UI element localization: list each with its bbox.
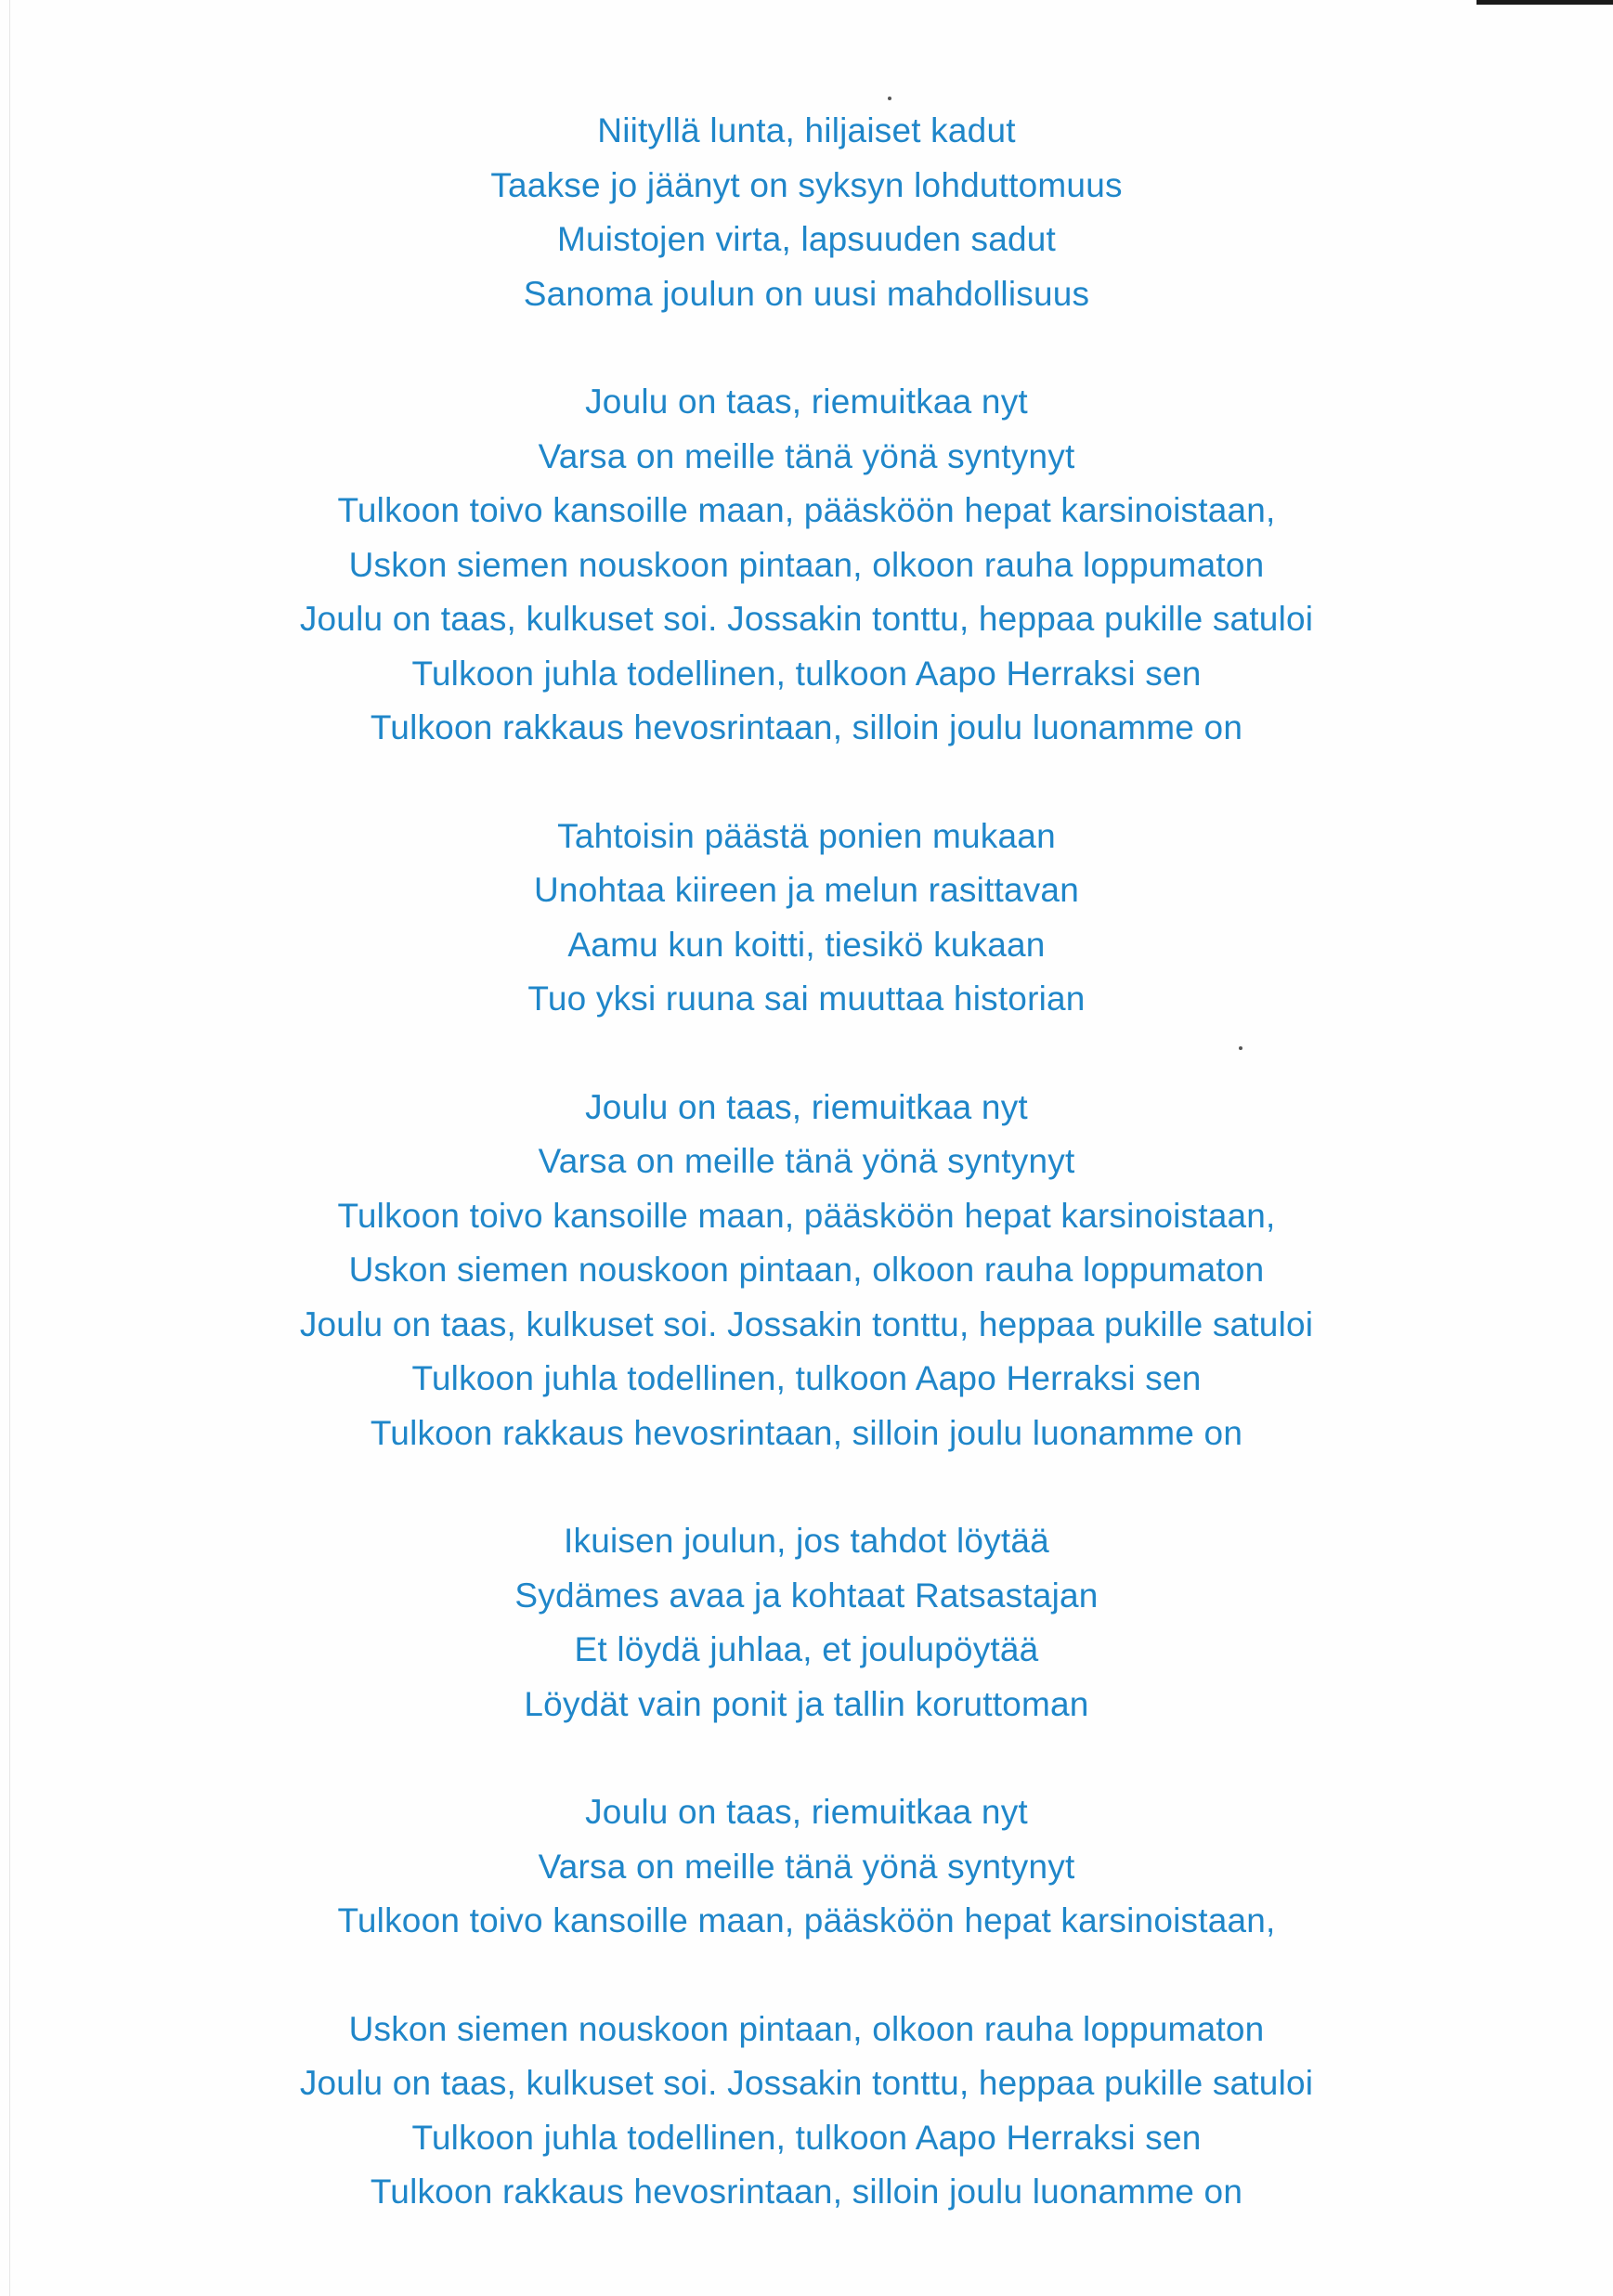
lyric-line: Tulkoon juhla todellinen, tulkoon Aapo Herraksi sen [411,2118,1202,2157]
lyric-line: Tulkoon toivo kansoille maan, pääsköön hepat karsinoistaan, [337,1196,1276,1235]
lyric-line: Joulu on taas, kulkuset soi. Jossakin tonttu, heppaa pukille satuloi [299,600,1314,638]
dust-speck [888,97,891,100]
lyric-line: Tulkoon rakkaus hevosrintaan, silloin joulu luonamme on [370,708,1243,746]
lyric-line: Unohtaa kiireen ja melun rasittavan [534,871,1079,909]
lyric-line: Sydämes avaa ja kohtaat Ratsastajan [514,1576,1099,1615]
stanza-2 [0,375,1613,756]
lyrics-body [0,104,1613,2269]
stanza-3 [0,810,1613,1027]
lyric-line: Taakse jo jäänyt on syksyn lohduttomuus [490,165,1123,204]
lyric-line: Varsa on meille tänä yönä syntynyt [538,1142,1075,1180]
lyric-line: Uskon siemen nouskoon pintaan, olkoon rauha loppumaton [348,1251,1265,1289]
stanza-1 [0,104,1613,321]
lyric-line: Joulu on taas, riemuitkaa nyt [585,383,1028,421]
lyric-line: Tulkoon juhla todellinen, tulkoon Aapo Herraksi sen [411,654,1202,693]
stanza-4 [0,1081,1613,1461]
lyric-line: Sanoma joulun on uusi mahdollisuus [523,274,1090,313]
lyric-line: Niityllä lunta, hiljaiset kadut [597,111,1016,149]
lyric-line: Tulkoon juhla todellinen, tulkoon Aapo Herraksi sen [411,1359,1202,1397]
lyric-line: Varsa on meille tänä yönä syntynyt [538,436,1075,475]
lyric-line: Aamu kun koitti, tiesikö kukaan [567,925,1046,964]
stanza-6 [0,1785,1613,1949]
lyric-line: Varsa on meille tänä yönä syntynyt [538,1847,1075,1886]
lyric-line: Joulu on taas, kulkuset soi. Jossakin tonttu, heppaa pukille satuloi [299,2064,1314,2102]
lyric-line: Et löydä juhlaa, et joulupöytää [574,1630,1039,1668]
scan-edge-mark [1476,0,1613,5]
stanza-5 [0,1514,1613,1732]
lyric-line: Uskon siemen nouskoon pintaan, olkoon rauha loppumaton [348,2009,1265,2048]
lyric-line: Löydät vain ponit ja tallin koruttoman [524,1684,1089,1723]
lyric-line: Tahtoisin päästä ponien mukaan [557,816,1056,855]
lyric-line: Tulkoon rakkaus hevosrintaan, silloin joulu luonamme on [370,2173,1243,2211]
lyric-line: Joulu on taas, riemuitkaa nyt [585,1793,1028,1831]
stanza-7 [0,2003,1613,2220]
lyric-line: Tulkoon rakkaus hevosrintaan, silloin joulu luonamme on [370,1413,1243,1452]
lyric-line: Tuo yksi ruuna sai muuttaa historian [527,979,1086,1018]
lyric-line: Uskon siemen nouskoon pintaan, olkoon rauha loppumaton [348,545,1265,584]
lyric-line: Tulkoon toivo kansoille maan, pääsköön hepat karsinoistaan, [337,1901,1276,1939]
lyric-line: Joulu on taas, kulkuset soi. Jossakin tonttu, heppaa pukille satuloi [299,1304,1314,1343]
lyric-line: Ikuisen joulun, jos tahdot löytää [564,1522,1049,1560]
lyric-line: Muistojen virta, lapsuuden sadut [556,220,1057,258]
lyric-line: Joulu on taas, riemuitkaa nyt [585,1087,1028,1126]
lyric-line: Tulkoon toivo kansoille maan, pääsköön hepat karsinoistaan, [337,491,1276,529]
